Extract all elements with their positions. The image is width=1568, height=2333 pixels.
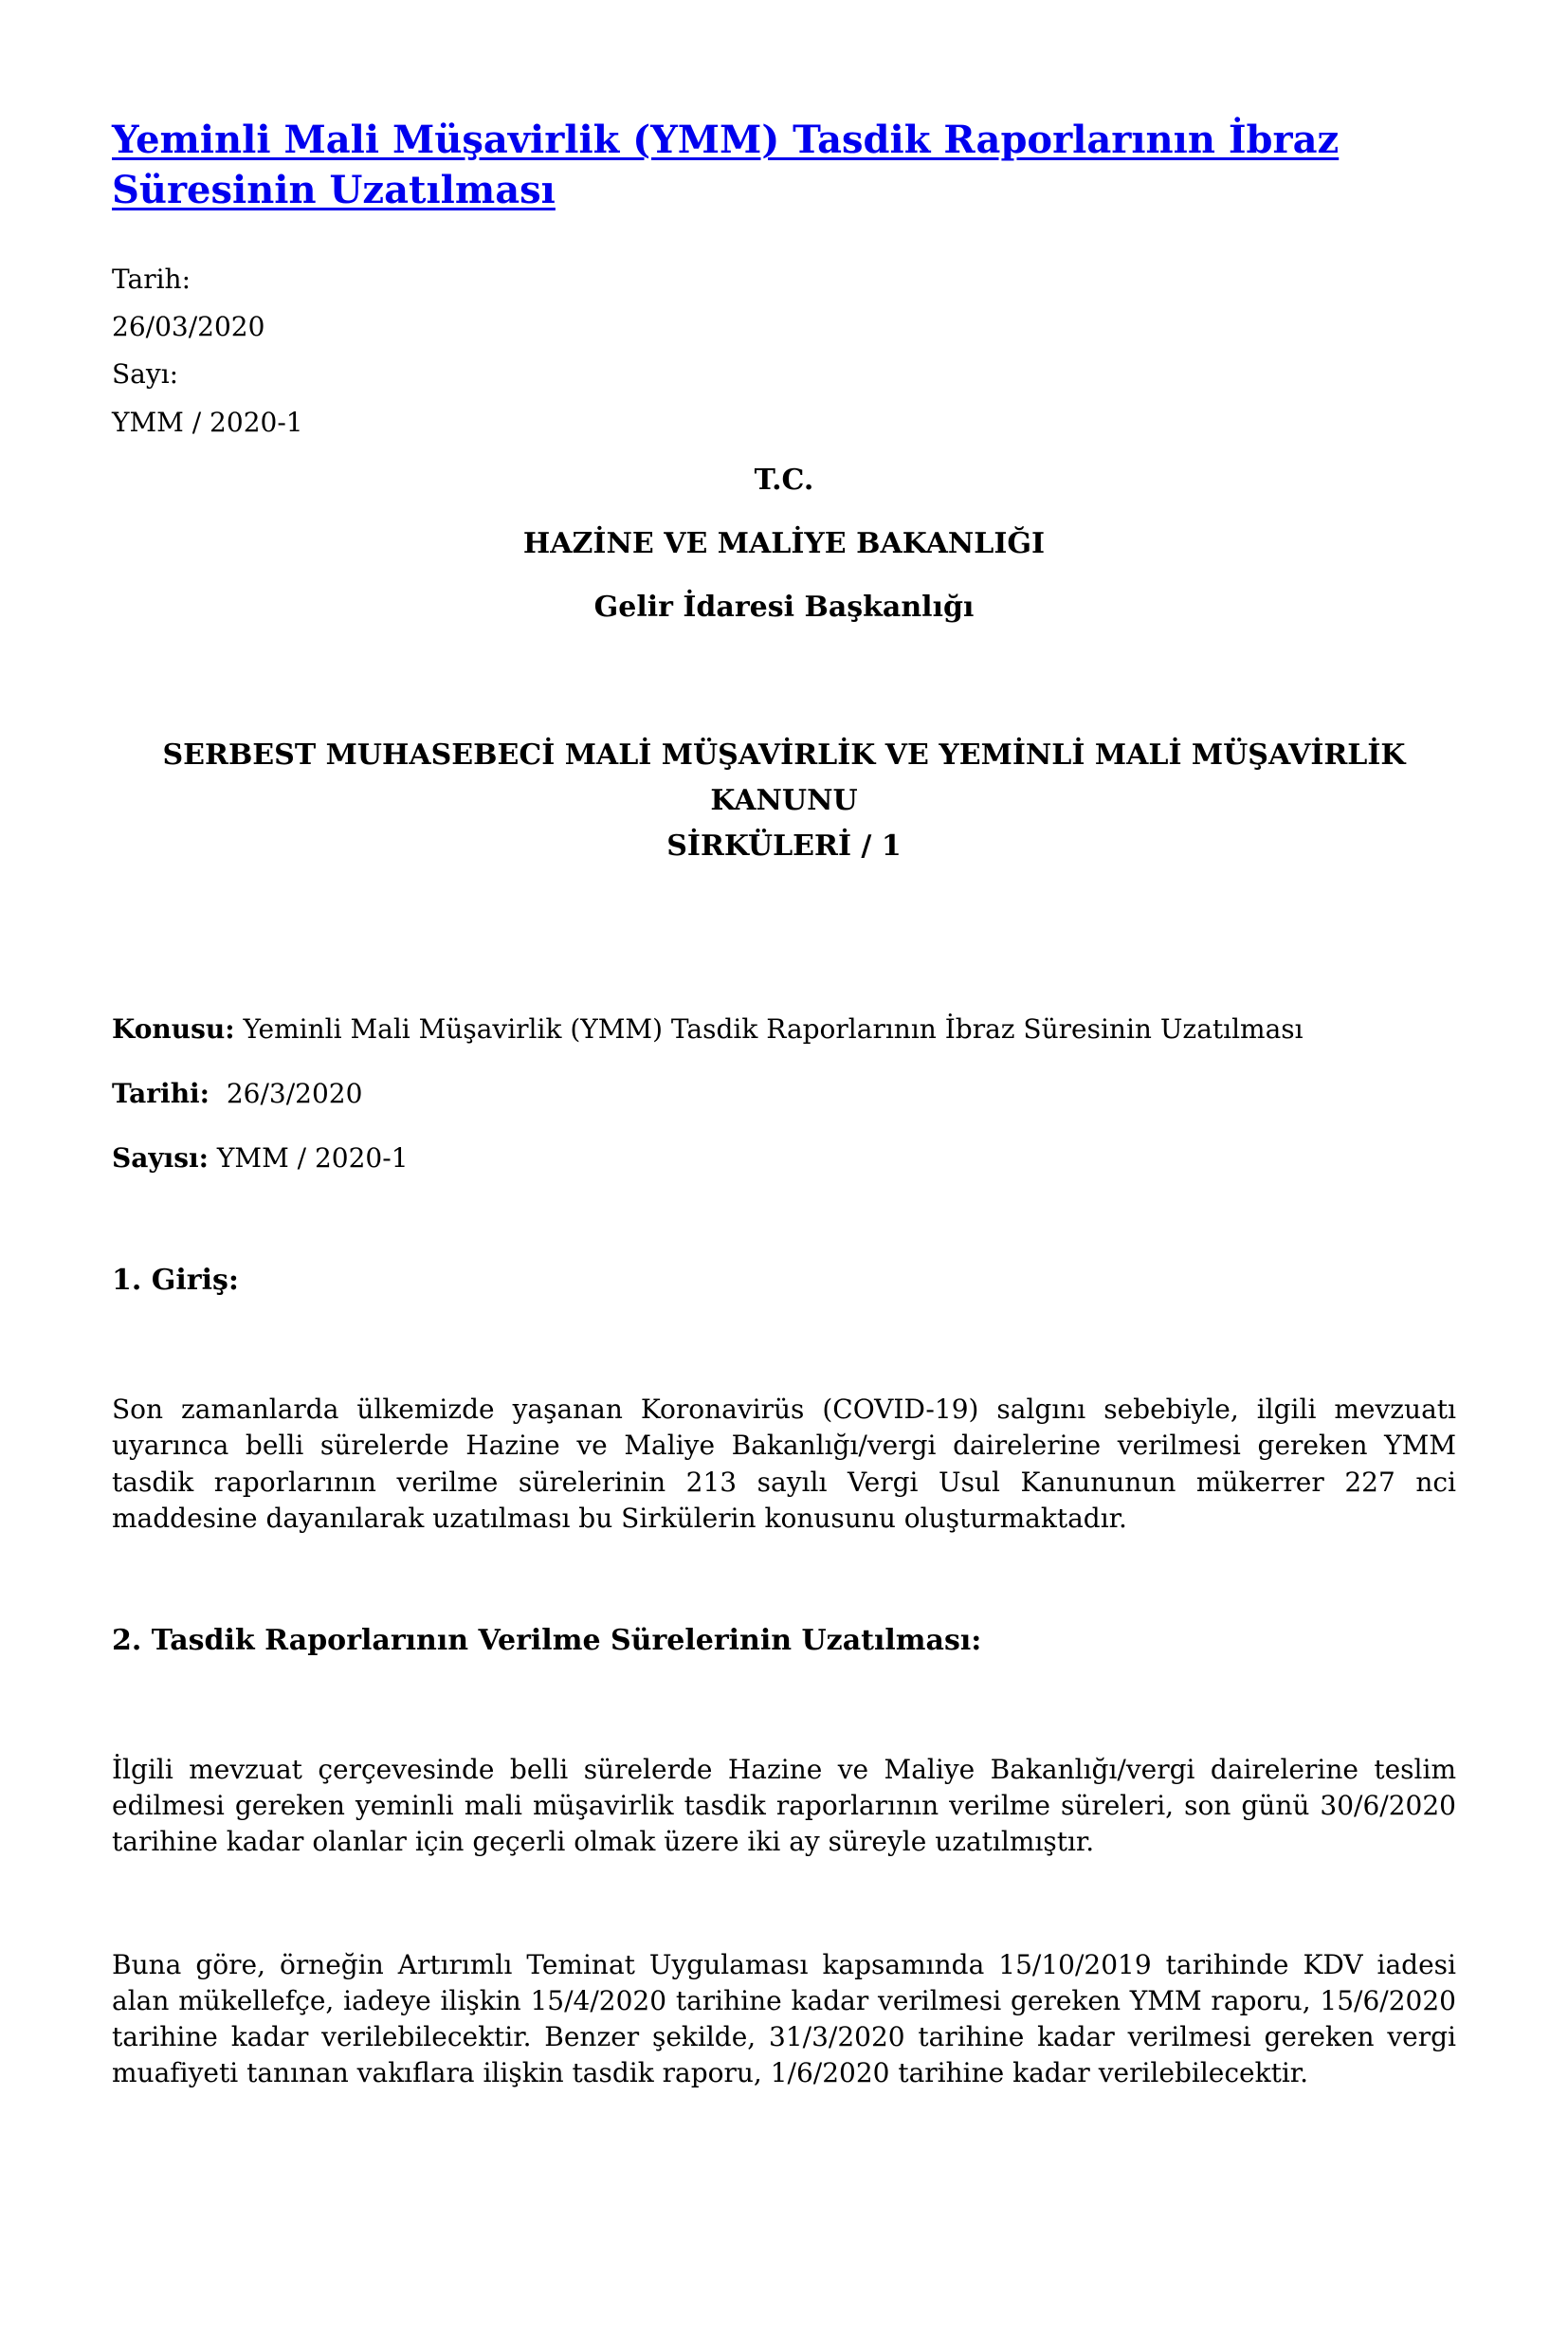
document-title-link[interactable]: Yeminli Mali Müşavirlik (YMM) Tasdik Raporlarının İbraz Süresinin Uzatılması [112,118,1340,212]
section-1-heading: 1. Giriş: [112,1264,239,1298]
info-subject-value: Yeminli Mali Müşavirlik (YMM) Tasdik Raporlarının İbraz Süresinin Uzatılması [243,1013,1304,1046]
info-subject-label: Konusu: [112,1013,235,1046]
letterhead-ministry: HAZİNE VE MALİYE BAKANLIĞI [522,527,1046,561]
section-2-paragraph-2: Buna göre, örneğin Artırımlı Teminat Uygulaması kapsamında 15/10/2019 tarihinde KDV iadesi alan mükellefçe, iadeye ilişkin 15/4/2020 tarihine kadar verilmesi gereken YMM raporu, 15/6/2020 tarihine kadar verilebilecektir. Benzer şekilde, 31/3/2020 tarihine kadar verilmesi gereken vergi muafiyeti tanınan vakıflara ilişkin tasdik raporu, 1/6/2020 tarihine kadar verilebilecektir. [112,1948,1456,2089]
info-block [112,1012,1456,1176]
document-meta [112,256,1456,447]
meta-number-label: Sayı: [112,358,179,391]
info-subject [112,1012,1456,1048]
info-number-value: YMM / 2020-1 [216,1142,409,1175]
info-number-label: Sayısı: [112,1142,210,1175]
circular-heading-line-2: SİRKÜLERİ / 1 [666,829,902,864]
info-date-label: Tarihi: [112,1078,210,1110]
letterhead [112,464,1456,624]
info-date-value: 26/3/2020 [217,1078,363,1110]
section-2-paragraph-1: İlgili mevzuat çerçevesinde belli sürelerde Hazine ve Maliye Bakanlığı/vergi dairelerine teslim edilmesi gereken yeminli mali müşavirlik tasdik raporlarının verilme süreleri, son günü 30/6/2020 tarihine kadar olanlar için geçerli olmak üzere iki ay süreyle uzatılmıştır. [112,1753,1456,1857]
section-2-heading: 2. Tasdik Raporlarının Verilme Sürelerinin Uzatılması: [112,1623,982,1657]
letterhead-republic: T.C. [754,464,814,498]
meta-date-value: 26/03/2020 [112,310,265,342]
section-1-paragraph-1: Son zamanlarda ülkemizde yaşanan Koronavirüs (COVID-19) salgını sebebiyle, ilgili mevzuatı uyarınca belli sürelerde Hazine ve Maliye Bakanlığı/vergi dairelerine verilmesi gereken YMM tasdik raporlarının verilme sürelerinin 213 sayılı Vergi Usul Kanununun mükerrer 227 nci maddesine dayanılarak uzatılması bu Sirkülerin konusunu oluşturmaktadır. [112,1394,1456,1534]
info-number [112,1140,1456,1176]
page-title [112,116,1420,216]
letterhead-administration: Gelir İdaresi Başkanlığı [593,591,975,625]
document-page [0,116,1568,2333]
info-date [112,1076,1456,1112]
meta-date-label: Tarih: [112,263,191,295]
circular-heading [112,733,1456,869]
meta-number-value: YMM / 2020-1 [112,406,303,438]
circular-heading-line-1: SERBEST MUHASEBECİ MALİ MÜŞAVİRLİK VE YEMİNLİ MALİ MÜŞAVİRLİK KANUNU [162,738,1406,818]
